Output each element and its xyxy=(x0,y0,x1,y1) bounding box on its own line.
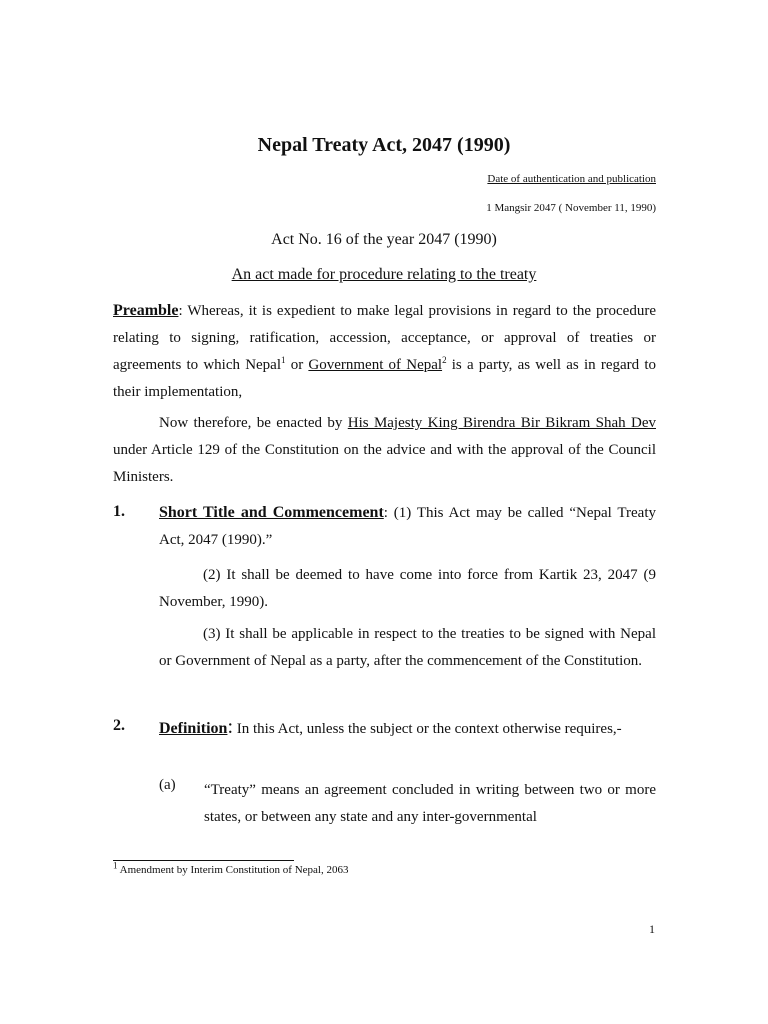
section-1-sub-3-text: (3) It shall be applicable in respect to the treaties to be signed with Nepal or Government of Nepal as a party, after the commencement of the Constitution. xyxy=(159,626,656,669)
act-subtitle: An act made for procedure relating to the treaty xyxy=(231,266,537,283)
section-2-text: In this Act, unless the subject or the context otherwise requires,- xyxy=(233,721,622,737)
preamble-text-1: : Whereas, it is expedient to make legal provisions in regard to the procedure relating to signing, ratification, accession, acceptance, or approval of treaties or agreements to which Nepal xyxy=(113,303,656,373)
section-2-heading: Definition xyxy=(159,720,228,737)
footnote-marker: 1 xyxy=(113,860,118,871)
footnote-ref-2: 2 xyxy=(442,355,447,365)
section-1-heading: Short Title and Commencement xyxy=(159,504,384,521)
preamble-text-2: or xyxy=(285,357,309,373)
preamble-label: Preamble xyxy=(113,302,179,319)
act-number: Act No. 16 of the year 2047 (1990) xyxy=(271,231,497,248)
enactment-text-2: under Article 129 of the Constitution on the advice and with the approval of the Council Ministers. xyxy=(113,442,656,485)
item-a-tag: (a) xyxy=(159,777,176,793)
preamble-paragraph xyxy=(113,297,656,406)
enactment-paragraph xyxy=(113,410,656,491)
footnote-ref-1: 1 xyxy=(281,355,286,365)
section-1-number: 1. xyxy=(113,503,125,520)
authentication-date: 1 Mangsir 2047 ( November 11, 1990) xyxy=(486,202,656,214)
section-2-colon: : xyxy=(227,716,234,738)
government-of-nepal: Government of Nepal xyxy=(308,357,443,373)
section-1-subsection-2 xyxy=(159,562,656,616)
footnote-text: Amendment by Interim Constitution of Nepal, 2063 xyxy=(117,864,349,876)
section-1-sub-2-text: (2) It shall be deemed to have come into force from Kartik 23, 2047 (9 November, 1990). xyxy=(159,567,656,610)
section-2-paragraph xyxy=(159,712,656,744)
preamble-text-3: is a party, as well as in regard to their implementation, xyxy=(113,357,656,400)
enactment-text-1: Now therefore, be enacted by xyxy=(159,415,348,431)
king-name: His Majesty King Birendra Bir Bikram Shah Dev xyxy=(347,415,656,431)
page-number: 1 xyxy=(649,922,655,936)
section-1-subsection-3 xyxy=(159,621,656,675)
authentication-label: Date of authentication and publication xyxy=(487,173,656,185)
footnote xyxy=(113,860,349,876)
section-1-text: : (1) This Act may be called “Nepal Treaty Act, 2047 (1990).” xyxy=(159,505,656,548)
footnote-divider xyxy=(113,860,294,861)
section-2-number: 2. xyxy=(113,717,125,734)
item-a-text: “Treaty” means an agreement concluded in writing between two or more states, or between any state and any inter-governmental xyxy=(204,782,656,825)
document-title: Nepal Treaty Act, 2047 (1990) xyxy=(257,134,511,156)
section-1-paragraph xyxy=(159,499,656,554)
